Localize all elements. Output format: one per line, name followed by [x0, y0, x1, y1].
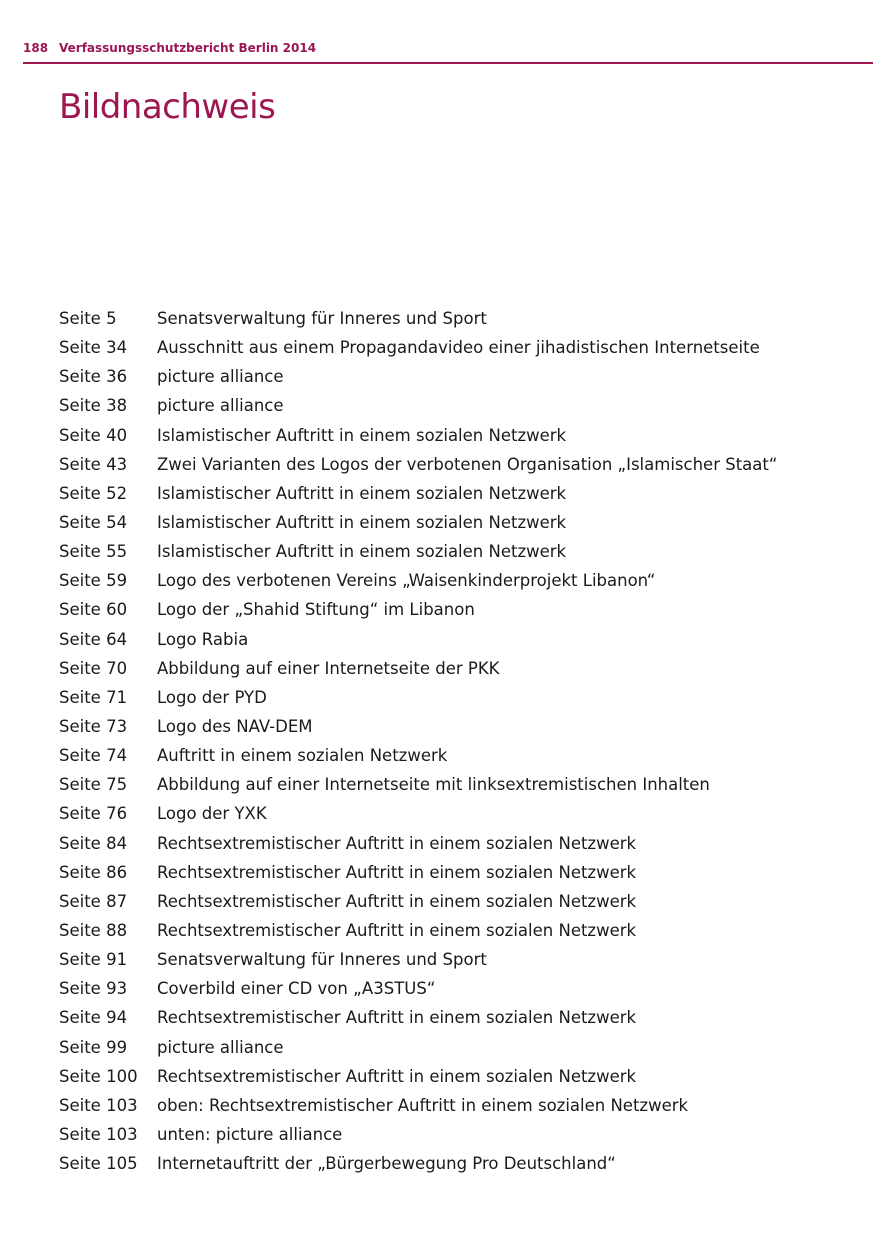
credit-row: [59, 333, 859, 362]
credit-row: [59, 887, 859, 916]
page-title: Bildnachweis: [59, 87, 276, 127]
credit-source: Islamistischer Auftritt in einem sozialen Netzwerk: [157, 513, 567, 533]
running-title: Verfassungsschutzbericht Berlin 2014: [59, 41, 317, 55]
credit-page-ref: Seite 105: [59, 1154, 138, 1174]
credit-page-ref: Seite 70: [59, 658, 128, 678]
credit-page-ref: Seite 99: [59, 1037, 128, 1057]
credit-page-ref: Seite 38: [59, 396, 128, 416]
credit-page-ref: Seite 60: [59, 600, 128, 620]
credit-page-ref: Seite 91: [59, 950, 128, 970]
credit-page-ref: Seite 64: [59, 629, 128, 649]
credit-row: [59, 770, 859, 799]
credit-source: Logo der PYD: [157, 687, 267, 707]
credit-source: Rechtsextremistischer Auftritt in einem sozialen Netzwerk: [157, 862, 637, 882]
credit-page-ref: Seite 76: [59, 804, 128, 824]
credit-page-ref: Seite 103: [59, 1095, 138, 1115]
credit-page-ref: Seite 52: [59, 483, 128, 503]
credit-source: Logo des NAV-DEM: [157, 717, 313, 737]
credit-row: [59, 683, 859, 712]
credit-source: oben: Rechtsextremistischer Auftritt in einem sozialen Netzwerk: [157, 1095, 689, 1115]
credit-row: [59, 1003, 859, 1032]
credit-source: picture alliance: [157, 396, 284, 416]
credit-page-ref: Seite 93: [59, 979, 128, 999]
credit-source: Senatsverwaltung für Inneres und Sport: [157, 309, 487, 329]
credit-row: [59, 479, 859, 508]
credit-source: Rechtsextremistischer Auftritt in einem sozialen Netzwerk: [157, 833, 637, 853]
credit-source: Internetauftritt der „Bürgerbewegung Pro Deutschland“: [157, 1154, 616, 1174]
credit-row: [59, 654, 859, 683]
credit-page-ref: Seite 86: [59, 862, 128, 882]
credit-row: [59, 1120, 859, 1149]
credit-source: Zwei Varianten des Logos der verbotenen Organisation „Islamischer Staat“: [157, 454, 778, 474]
credit-row: [59, 566, 859, 595]
credit-row: [59, 829, 859, 858]
credit-page-ref: Seite 36: [59, 367, 128, 387]
credit-page-ref: Seite 75: [59, 775, 128, 795]
credit-row: [59, 916, 859, 945]
credit-row: [59, 799, 859, 828]
credit-source: Rechtsextremistischer Auftritt in einem sozialen Netzwerk: [157, 1008, 637, 1028]
credit-source: Abbildung auf einer Internetseite der PKK: [157, 658, 500, 678]
credit-page-ref: Seite 88: [59, 921, 128, 941]
credit-row: [59, 391, 859, 420]
credit-page-ref: Seite 103: [59, 1125, 138, 1144]
credit-source: Abbildung auf einer Internetseite mit linksextremistischen Inhalten: [157, 775, 710, 795]
credit-row: [59, 1033, 859, 1062]
credit-row: [59, 595, 859, 624]
credit-page-ref: Seite 84: [59, 833, 128, 853]
credit-source: Logo der „Shahid Stiftung“ im Libanon: [157, 600, 475, 620]
credit-source: Islamistischer Auftritt in einem sozialen Netzwerk: [157, 542, 567, 562]
credit-source: Senatsverwaltung für Inneres und Sport: [157, 950, 487, 970]
credit-page-ref: Seite 87: [59, 891, 128, 911]
credit-page-ref: Seite 5: [59, 309, 117, 329]
credit-source: Rechtsextremistischer Auftritt in einem sozialen Netzwerk: [157, 921, 637, 941]
credit-page-ref: Seite 54: [59, 513, 128, 533]
credit-source: Logo der YXK: [157, 804, 267, 824]
page-number: 188: [23, 41, 49, 55]
credit-row: [59, 1091, 859, 1120]
credit-row: [59, 450, 859, 479]
credit-page-ref: Seite 43: [59, 454, 128, 474]
credit-row: [59, 1062, 859, 1091]
credit-source: Coverbild einer CD von „A3STUS“: [157, 979, 436, 999]
credits-list: [59, 304, 859, 1178]
credit-source: Auftritt in einem sozialen Netzwerk: [157, 746, 448, 766]
credit-row: [59, 974, 859, 1003]
credit-row: [59, 304, 859, 333]
credit-row: [59, 421, 859, 450]
credit-source: Logo Rabia: [157, 629, 249, 649]
credit-row: [59, 362, 859, 391]
credit-page-ref: Seite 71: [59, 687, 128, 707]
credit-row: [59, 625, 859, 654]
credit-page-ref: Seite 55: [59, 542, 128, 562]
credit-source: Rechtsextremistischer Auftritt in einem sozialen Netzwerk: [157, 1066, 637, 1086]
credit-source: Rechtsextremistischer Auftritt in einem sozialen Netzwerk: [157, 891, 637, 911]
credit-row: [59, 508, 859, 537]
credit-row: [59, 945, 859, 974]
credit-row: [59, 537, 859, 566]
credit-source: unten: picture alliance: [157, 1125, 343, 1144]
credit-page-ref: Seite 34: [59, 338, 128, 358]
credit-page-ref: Seite 94: [59, 1008, 128, 1028]
credit-page-ref: Seite 59: [59, 571, 128, 591]
credit-row: [59, 712, 859, 741]
running-header: [23, 40, 873, 64]
credit-source: Islamistischer Auftritt in einem sozialen Netzwerk: [157, 425, 567, 445]
credit-row: [59, 1149, 859, 1178]
credit-row: [59, 858, 859, 887]
credit-page-ref: Seite 40: [59, 425, 128, 445]
credit-source: picture alliance: [157, 367, 284, 387]
credit-source: picture alliance: [157, 1037, 284, 1057]
credit-source: Logo des verbotenen Vereins „Waisenkinderprojekt Libanon“: [157, 571, 656, 591]
credit-source: Islamistischer Auftritt in einem sozialen Netzwerk: [157, 483, 567, 503]
credit-page-ref: Seite 73: [59, 717, 128, 737]
credit-source: Ausschnitt aus einem Propagandavideo einer jihadistischen Internetseite: [157, 338, 760, 358]
credit-page-ref: Seite 74: [59, 746, 128, 766]
credit-page-ref: Seite 100: [59, 1066, 138, 1086]
credit-row: [59, 741, 859, 770]
